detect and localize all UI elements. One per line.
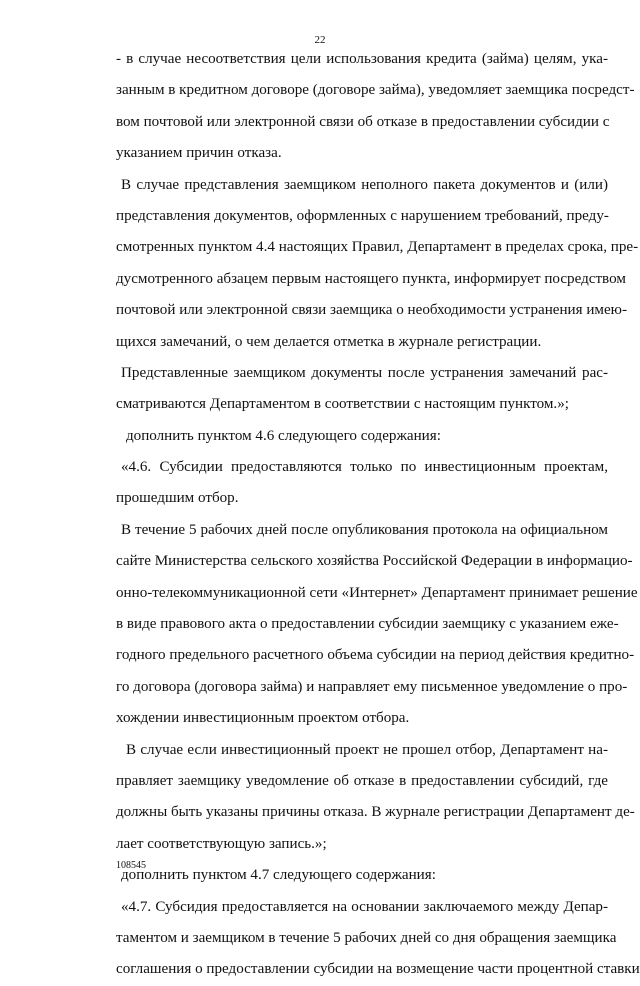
text-line: должны быть указаны причины отказа. В журнале регистрации Департамент де- (116, 804, 635, 821)
text-line: лает соответствующую запись.»; (116, 835, 327, 852)
text-line: дусмотренного абзацем первым настоящего пункта, информирует посредством (116, 270, 626, 287)
text-line: - в случае несоответствия цели использования кредита (займа) целям, ука- (116, 51, 608, 67)
text-line: в виде правового акта о предоставлении субсидии заемщику с указанием еже- (116, 616, 619, 633)
text-line: го договора (договора займа) и направляет ему письменное уведомление о про- (116, 678, 628, 695)
text-line: сайте Министерства сельского хозяйства Российской Федерации в информацио- (116, 553, 633, 570)
text-line: вом почтовой или электронной связи об отказе в предоставлении субсидии с (116, 113, 610, 130)
text-line: хождении инвестиционным проектом отбора. (116, 710, 410, 727)
text-line: В случае представления заемщиком неполного пакета документов и (или) (121, 176, 608, 193)
text-line: представления документов, оформленных с нарушением требований, преду- (116, 207, 609, 224)
text-line: почтовой или электронной связи заемщика о необходимости устранения имею- (116, 302, 627, 319)
text-line: сматриваются Департаментом в соответствии с настоящим пунктом.»; (116, 396, 569, 413)
text-line: щихся замечаний, о чем делается отметка в журнале регистрации. (116, 333, 542, 350)
text-line: правляет заемщику уведомление об отказе в предоставлении субсидий, где (116, 772, 608, 789)
text-line: В случае если инвестиционный проект не прошел отбор, Департамент на- (126, 741, 608, 758)
text-line: дополнить пунктом 4.7 следующего содержания: (121, 867, 436, 884)
text-line: прошедшим отбор. (116, 490, 239, 507)
page-number: 22 (314, 34, 326, 46)
text-line: соглашения о предоставлении субсидии на возмещение части процентной ставки (116, 961, 640, 978)
text-line: «4.7. Субсидия предоставляется на основании заключаемого между Депар- (121, 898, 608, 915)
text-line: Представленные заемщиком документы после устранения замечаний рас- (121, 364, 608, 381)
text-line: дополнить пунктом 4.6 следующего содержания: (126, 427, 441, 444)
text-line: указанием причин отказа. (116, 145, 282, 162)
text-line: годного предельного расчетного объема субсидии на период действия кредитно- (116, 647, 635, 664)
text-line: смотренных пунктом 4.4 настоящих Правил, Департамент в пределах срока, пре- (116, 239, 639, 256)
document-body (116, 44, 640, 986)
text-line: занным в кредитном договоре (договоре займа), уведомляет заемщика посредст- (116, 82, 635, 99)
document-code: 108545 (116, 860, 146, 871)
text-line: «4.6. Субсидии предоставляются только по инвестиционным проектам, (121, 459, 608, 476)
text-line: онно-телекоммуникационной сети «Интернет» Департамент принимает решение (116, 584, 638, 601)
text-line: В течение 5 рабочих дней после опубликования протокола на официальном (121, 521, 608, 538)
text-line: таментом и заемщиком в течение 5 рабочих дней со дня обращения заемщика (116, 929, 617, 946)
